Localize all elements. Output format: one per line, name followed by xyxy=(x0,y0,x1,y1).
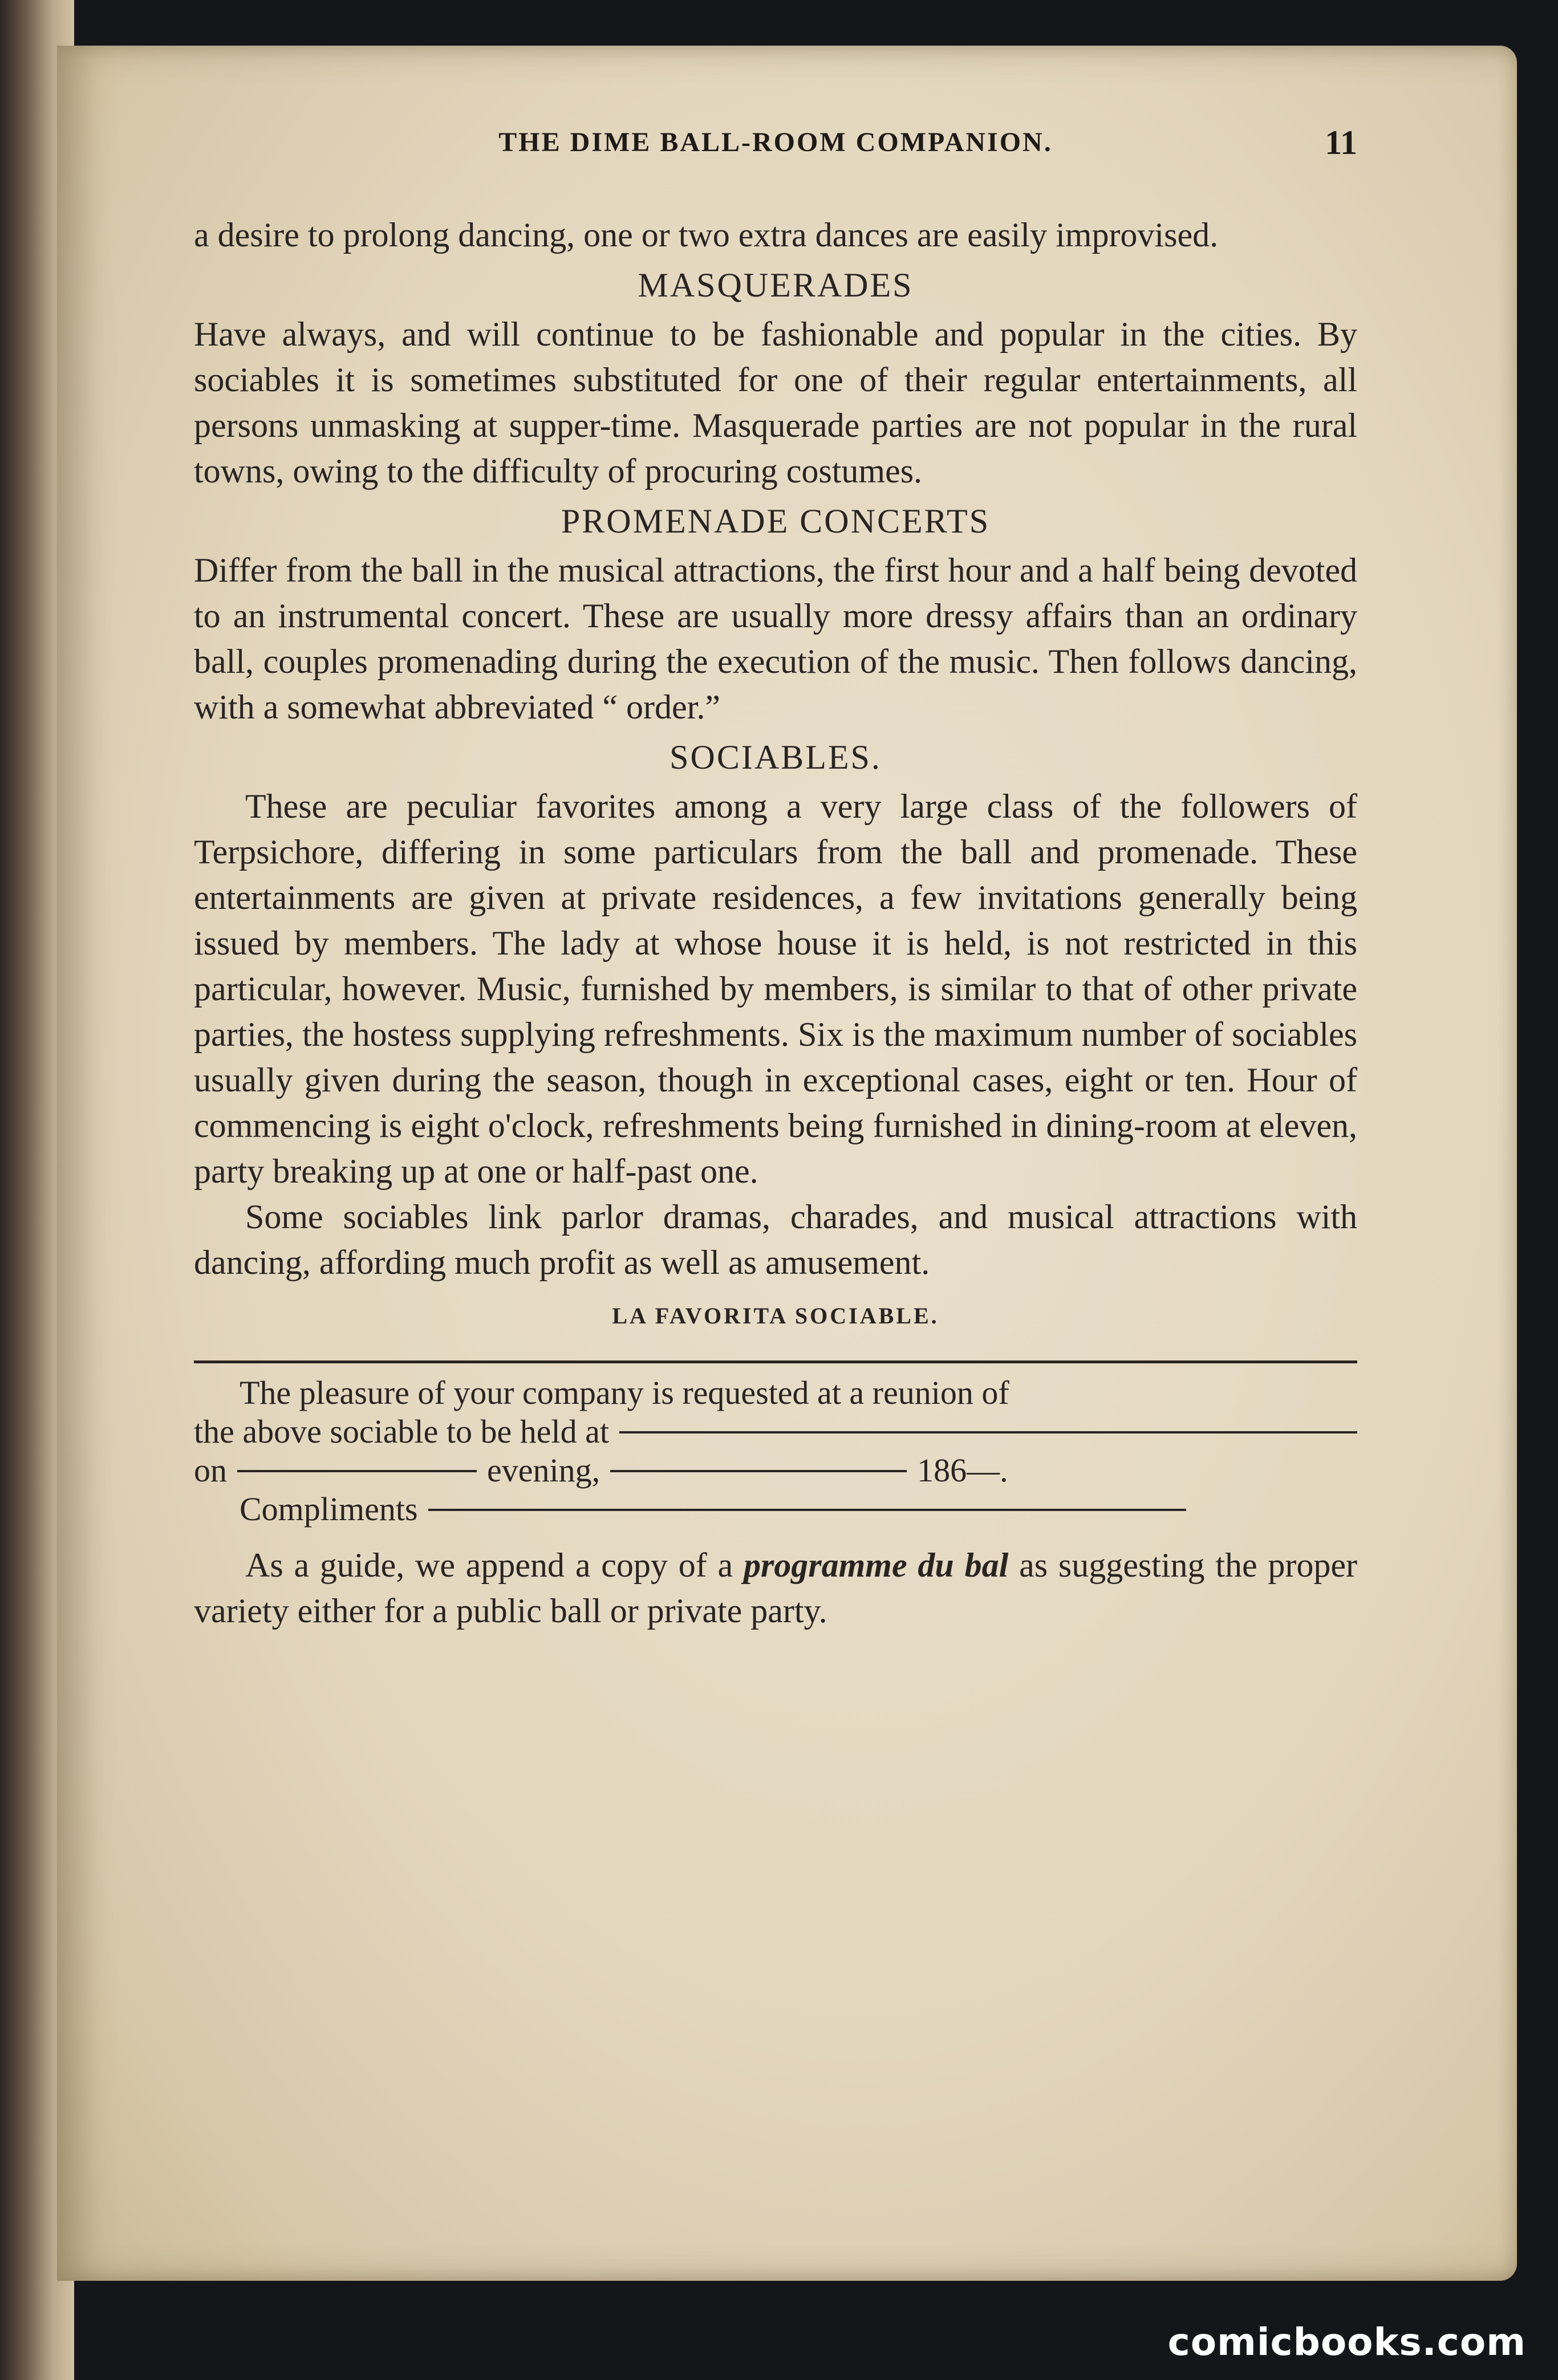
page-number: 11 xyxy=(1325,124,1357,161)
invitation-text-compliments: Compliments xyxy=(240,1490,418,1528)
closing-paragraph xyxy=(194,1542,1357,1634)
invitation-text-year: 186—. xyxy=(917,1452,1008,1489)
invitation-line-2 xyxy=(194,1412,1357,1451)
day-blank-line xyxy=(237,1470,477,1472)
invitation-card xyxy=(194,1360,1357,1529)
invitation-line-3 xyxy=(194,1451,1357,1490)
invitation-line-4 xyxy=(194,1490,1357,1529)
invitation-text-evening: evening, xyxy=(487,1452,601,1489)
running-title: THE DIME BALL-ROOM COMPANION. xyxy=(498,127,1053,157)
heading-sociables: SOCIABLES. xyxy=(670,738,882,776)
masquerades-paragraph: Have always, and will continue to be fashionable and popular in the cities. By sociables it is sometimes substituted for one of their regular entertainments, all persons unmasking at supper-time. Masquerade parties are not popular in the rural towns, owing to the difficulty of procuring costumes. xyxy=(194,315,1357,490)
venue-blank-line xyxy=(619,1431,1357,1433)
invitation-text-2: the above sociable to be held at xyxy=(194,1413,609,1450)
invitation-text-1: The pleasure of your company is requested at a reunion of xyxy=(240,1374,1009,1411)
date-blank-line xyxy=(610,1470,907,1472)
invitation-line-1 xyxy=(194,1374,1357,1412)
page-header xyxy=(194,124,1357,166)
heading-masquerades: MASQUERADES xyxy=(638,266,914,304)
closing-text-end: as suggesting the proper variety either for a public ball or private party. xyxy=(194,1546,1358,1630)
promenade-paragraph: Differ from the ball in the musical attractions, the first hour and a half being devoted to an instrumental concert. These are usually more dressy affairs than an ordinary ball, couples promenading during the execution of the music. Then follows dancing, with a somewhat abbreviated “ order.” xyxy=(194,551,1357,726)
heading-promenade-concerts: PROMENADE CONCERTS xyxy=(561,502,991,540)
intro-paragraph: a desire to prolong dancing, one or two extra dances are easily improvised. xyxy=(194,216,1219,254)
site-watermark: comicbooks.com xyxy=(1167,2320,1526,2364)
sociables-paragraph-2: Some sociables link parlor dramas, charades, and musical attractions with dancing, affording much profit as well as amusement. xyxy=(194,1198,1357,1281)
invitation-text-on: on xyxy=(194,1452,227,1489)
sociables-paragraph-1: These are peculiar favorites among a very large class of the followers of Terpsichore, differing in some particulars from the ball and promenade. These entertainments are given at private residences, a few invitations generally being issued by members. The lady at whose house it is held, is not restricted in this particular, however. Music, furnished by members, is similar to that of other private parties, the hostess supplying refreshments. Six is the maximum number of sociables usually given during the season, though in exceptional cases, eight or ten. Hour of commencing is eight o'clock, refreshments being furnished in dining-room at eleven, party breaking up at one or half-past one. xyxy=(194,787,1357,1190)
page-body xyxy=(194,212,1357,1634)
closing-text-start: As a guide, we append a copy of a xyxy=(245,1546,733,1584)
invitation-heading: LA FAVORITA SOCIABLE. xyxy=(612,1303,939,1329)
closing-emphasis: programme du bal xyxy=(743,1546,1009,1584)
compliments-blank-line xyxy=(428,1509,1186,1511)
